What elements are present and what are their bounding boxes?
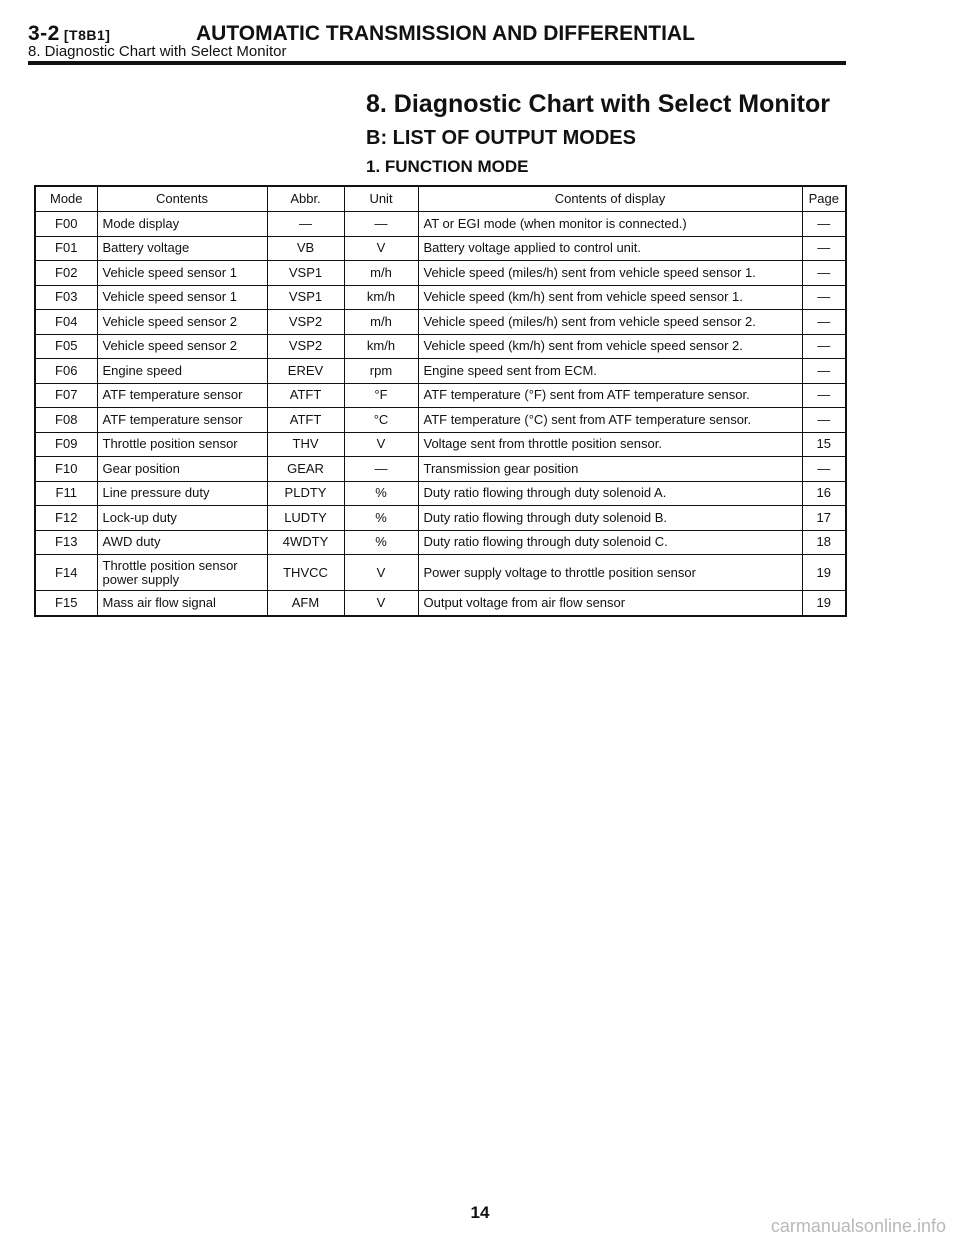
cell-mode: F06 (35, 359, 97, 384)
table-header-row (35, 186, 846, 212)
cell-contents: ATF temperature sensor (97, 408, 267, 433)
cell-unit: — (344, 457, 418, 482)
cell-contents: Throttle position sensor power supply (97, 555, 267, 591)
table-row (35, 506, 846, 531)
cell-display: AT or EGI mode (when monitor is connected.) (418, 212, 802, 237)
column-header-display: Contents of display (418, 186, 802, 212)
cell-contents: Vehicle speed sensor 2 (97, 334, 267, 359)
cell-mode: F04 (35, 310, 97, 335)
cell-contents: Vehicle speed sensor 1 (97, 285, 267, 310)
cell-page: — (802, 236, 846, 261)
cell-unit: °F (344, 383, 418, 408)
cell-abbr: GEAR (267, 457, 344, 482)
section-code-number: 3-2 (28, 22, 60, 45)
cell-mode: F07 (35, 383, 97, 408)
cell-contents: Engine speed (97, 359, 267, 384)
cell-page: 18 (802, 530, 846, 555)
cell-contents: AWD duty (97, 530, 267, 555)
cell-display: Vehicle speed (miles/h) sent from vehicle speed sensor 2. (418, 310, 802, 335)
cell-abbr: THVCC (267, 555, 344, 591)
cell-display: Vehicle speed (km/h) sent from vehicle speed sensor 1. (418, 285, 802, 310)
section-subsubtitle: 1. FUNCTION MODE (366, 157, 529, 176)
column-header-abbr: Abbr. (267, 186, 344, 212)
cell-mode: F00 (35, 212, 97, 237)
cell-display: Voltage sent from throttle position sensor. (418, 432, 802, 457)
cell-page: 19 (802, 591, 846, 616)
cell-mode: F08 (35, 408, 97, 433)
column-header-contents: Contents (97, 186, 267, 212)
cell-page: — (802, 383, 846, 408)
output-modes-table (34, 185, 847, 617)
table-row (35, 555, 846, 591)
cell-unit: V (344, 555, 418, 591)
cell-mode: F09 (35, 432, 97, 457)
cell-unit: % (344, 506, 418, 531)
cell-mode: F15 (35, 591, 97, 616)
cell-unit: rpm (344, 359, 418, 384)
table-row (35, 457, 846, 482)
section-subtitle: B: LIST OF OUTPUT MODES (366, 127, 636, 149)
cell-contents: Battery voltage (97, 236, 267, 261)
cell-mode: F05 (35, 334, 97, 359)
cell-display: Vehicle speed (miles/h) sent from vehicle speed sensor 1. (418, 261, 802, 286)
chapter-subtitle: 8. Diagnostic Chart with Select Monitor (28, 43, 287, 60)
section-tag: [T8B1] (63, 27, 111, 43)
section-title: 8. Diagnostic Chart with Select Monitor (366, 90, 830, 118)
cell-abbr: — (267, 212, 344, 237)
cell-mode: F02 (35, 261, 97, 286)
cell-display: Vehicle speed (km/h) sent from vehicle speed sensor 2. (418, 334, 802, 359)
cell-abbr: LUDTY (267, 506, 344, 531)
cell-contents: Mass air flow signal (97, 591, 267, 616)
cell-unit: m/h (344, 261, 418, 286)
cell-display: Output voltage from air flow sensor (418, 591, 802, 616)
cell-unit: km/h (344, 334, 418, 359)
cell-mode: F14 (35, 555, 97, 591)
chapter-title: AUTOMATIC TRANSMISSION AND DIFFERENTIAL (196, 22, 695, 45)
cell-unit: V (344, 591, 418, 616)
cell-unit: V (344, 432, 418, 457)
table-row (35, 530, 846, 555)
cell-display: Power supply voltage to throttle position sensor (418, 555, 802, 591)
table-row (35, 285, 846, 310)
table-row (35, 334, 846, 359)
cell-display: Transmission gear position (418, 457, 802, 482)
cell-display: Duty ratio flowing through duty solenoid C. (418, 530, 802, 555)
table-row (35, 310, 846, 335)
cell-unit: — (344, 212, 418, 237)
cell-contents: Gear position (97, 457, 267, 482)
cell-mode: F01 (35, 236, 97, 261)
cell-abbr: VSP1 (267, 285, 344, 310)
page-number: 14 (470, 1203, 490, 1222)
cell-unit: °C (344, 408, 418, 433)
cell-contents: Vehicle speed sensor 1 (97, 261, 267, 286)
cell-contents: Mode display (97, 212, 267, 237)
table-body (35, 212, 846, 616)
table-row (35, 212, 846, 237)
cell-unit: V (344, 236, 418, 261)
table-row (35, 408, 846, 433)
cell-display: ATF temperature (°C) sent from ATF temperature sensor. (418, 408, 802, 433)
cell-page: 17 (802, 506, 846, 531)
cell-page: 15 (802, 432, 846, 457)
cell-mode: F13 (35, 530, 97, 555)
cell-display: Engine speed sent from ECM. (418, 359, 802, 384)
cell-abbr: EREV (267, 359, 344, 384)
cell-abbr: 4WDTY (267, 530, 344, 555)
table-row (35, 261, 846, 286)
column-header-page: Page (802, 186, 846, 212)
cell-abbr: ATFT (267, 408, 344, 433)
cell-mode: F03 (35, 285, 97, 310)
cell-abbr: AFM (267, 591, 344, 616)
cell-display: Battery voltage applied to control unit. (418, 236, 802, 261)
cell-mode: F10 (35, 457, 97, 482)
cell-contents: Vehicle speed sensor 2 (97, 310, 267, 335)
cell-page: — (802, 457, 846, 482)
cell-abbr: PLDTY (267, 481, 344, 506)
cell-display: Duty ratio flowing through duty solenoid A. (418, 481, 802, 506)
table-row (35, 432, 846, 457)
table-row (35, 481, 846, 506)
cell-mode: F12 (35, 506, 97, 531)
cell-page: — (802, 261, 846, 286)
cell-contents: ATF temperature sensor (97, 383, 267, 408)
cell-page: — (802, 334, 846, 359)
cell-page: 16 (802, 481, 846, 506)
cell-unit: % (344, 481, 418, 506)
cell-page: — (802, 408, 846, 433)
cell-contents: Lock-up duty (97, 506, 267, 531)
table-row (35, 236, 846, 261)
cell-page: — (802, 359, 846, 384)
cell-display: ATF temperature (°F) sent from ATF temperature sensor. (418, 383, 802, 408)
cell-abbr: THV (267, 432, 344, 457)
watermark: carmanualsonline.info (770, 1216, 946, 1236)
cell-unit: km/h (344, 285, 418, 310)
cell-page: — (802, 285, 846, 310)
cell-contents: Line pressure duty (97, 481, 267, 506)
column-header-mode: Mode (35, 186, 97, 212)
cell-abbr: VB (267, 236, 344, 261)
cell-page: — (802, 212, 846, 237)
table-row (35, 383, 846, 408)
cell-page: — (802, 310, 846, 335)
column-header-unit: Unit (344, 186, 418, 212)
cell-abbr: VSP1 (267, 261, 344, 286)
cell-abbr: VSP2 (267, 310, 344, 335)
header-rule (28, 61, 846, 65)
cell-abbr: VSP2 (267, 334, 344, 359)
cell-unit: m/h (344, 310, 418, 335)
cell-unit: % (344, 530, 418, 555)
cell-page: 19 (802, 555, 846, 591)
table-row (35, 359, 846, 384)
cell-contents: Throttle position sensor (97, 432, 267, 457)
cell-display: Duty ratio flowing through duty solenoid B. (418, 506, 802, 531)
cell-abbr: ATFT (267, 383, 344, 408)
table-row (35, 591, 846, 616)
cell-mode: F11 (35, 481, 97, 506)
